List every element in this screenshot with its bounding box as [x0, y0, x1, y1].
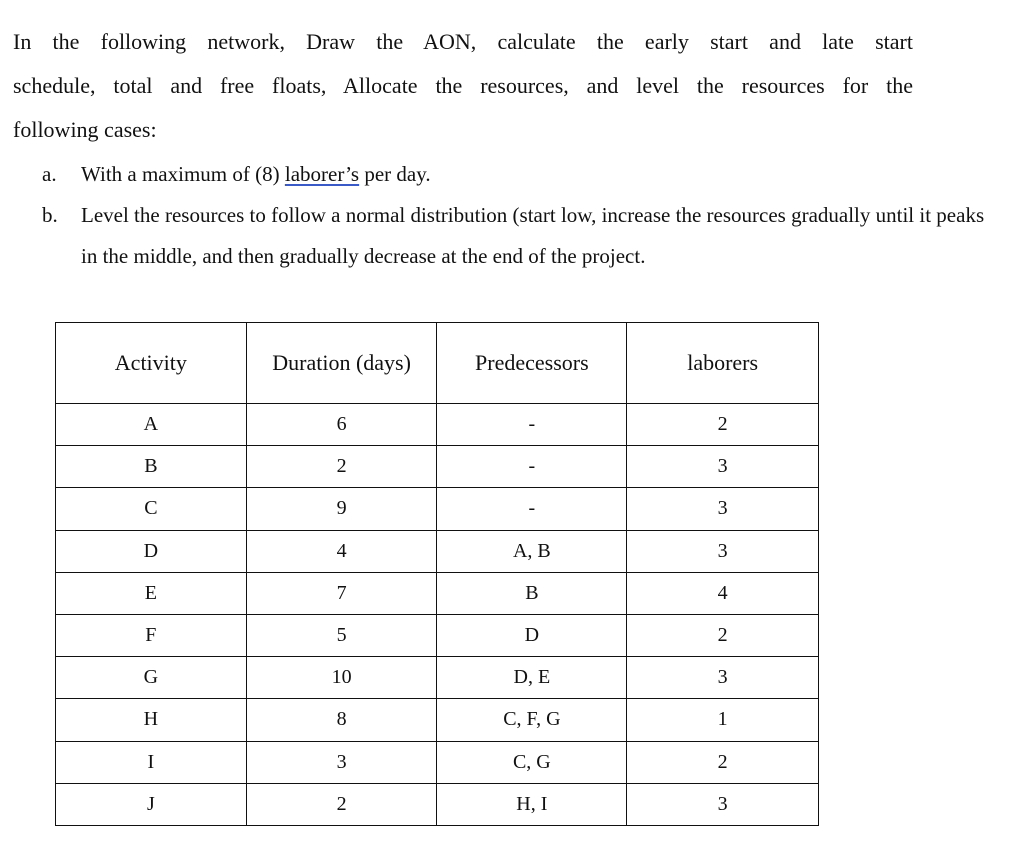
cell-duration: 2	[246, 783, 437, 825]
problem-statement-line-1: In the following network, Draw the AON, calculate the early start and late start	[13, 29, 913, 54]
case-b-marker: b.	[42, 203, 58, 227]
cell-laborers: 3	[627, 530, 819, 572]
cell-duration: 6	[246, 404, 437, 446]
cell-laborers: 3	[627, 783, 819, 825]
table-row	[56, 614, 819, 656]
cell-predecessors: -	[437, 446, 627, 488]
cell-predecessors: H, I	[437, 783, 627, 825]
case-a-text-after: per day.	[359, 162, 431, 186]
table-row	[56, 572, 819, 614]
cell-activity: E	[56, 572, 247, 614]
cell-duration: 4	[246, 530, 437, 572]
activity-table	[55, 322, 819, 826]
table-row	[56, 783, 819, 825]
table-row	[56, 741, 819, 783]
case-a-text-before: With a maximum of (8)	[81, 162, 285, 186]
table-row	[56, 488, 819, 530]
cell-activity: D	[56, 530, 247, 572]
cell-activity: B	[56, 446, 247, 488]
cell-activity: G	[56, 657, 247, 699]
header-predecessors: Predecessors	[437, 323, 627, 404]
case-a	[13, 154, 993, 195]
case-a-underlined-word: laborer’s	[284, 162, 360, 186]
cell-predecessors: A, B	[437, 530, 627, 572]
cell-laborers: 3	[627, 446, 819, 488]
cell-predecessors: D, E	[437, 657, 627, 699]
cell-activity: H	[56, 699, 247, 741]
header-activity: Activity	[56, 323, 247, 404]
table-row	[56, 699, 819, 741]
cell-predecessors: B	[437, 572, 627, 614]
table-row	[56, 530, 819, 572]
cell-laborers: 2	[627, 741, 819, 783]
cell-duration: 2	[246, 446, 437, 488]
problem-statement-line-2: schedule, total and free floats, Allocate the resources, and level the resources for the	[13, 73, 913, 98]
cases-list	[13, 154, 993, 277]
cell-laborers: 3	[627, 488, 819, 530]
cell-duration: 5	[246, 614, 437, 656]
cell-laborers: 2	[627, 614, 819, 656]
problem-statement	[13, 20, 913, 152]
cell-predecessors: C, G	[437, 741, 627, 783]
cell-activity: C	[56, 488, 247, 530]
cell-predecessors: -	[437, 404, 627, 446]
table-row	[56, 657, 819, 699]
case-a-marker: a.	[42, 162, 57, 186]
cell-activity: I	[56, 741, 247, 783]
cell-predecessors: C, F, G	[437, 699, 627, 741]
cell-laborers: 3	[627, 657, 819, 699]
cell-activity: A	[56, 404, 247, 446]
cell-duration: 7	[246, 572, 437, 614]
cell-duration: 9	[246, 488, 437, 530]
cell-laborers: 2	[627, 404, 819, 446]
header-laborers: laborers	[627, 323, 819, 404]
cell-laborers: 4	[627, 572, 819, 614]
table-row	[56, 404, 819, 446]
cell-duration: 8	[246, 699, 437, 741]
table-row	[56, 446, 819, 488]
cell-predecessors: D	[437, 614, 627, 656]
cell-activity: J	[56, 783, 247, 825]
case-b	[13, 195, 993, 277]
cell-duration: 3	[246, 741, 437, 783]
problem-statement-line-3: following cases:	[13, 117, 157, 142]
case-b-text: Level the resources to follow a normal distribution (start low, increase the resources gradually until it peaks in the middle, and then gradually decrease at the end of the project.	[81, 203, 985, 268]
cell-duration: 10	[246, 657, 437, 699]
header-duration: Duration (days)	[246, 323, 437, 404]
table-header-row	[56, 323, 819, 404]
cell-laborers: 1	[627, 699, 819, 741]
cell-activity: F	[56, 614, 247, 656]
cell-predecessors: -	[437, 488, 627, 530]
